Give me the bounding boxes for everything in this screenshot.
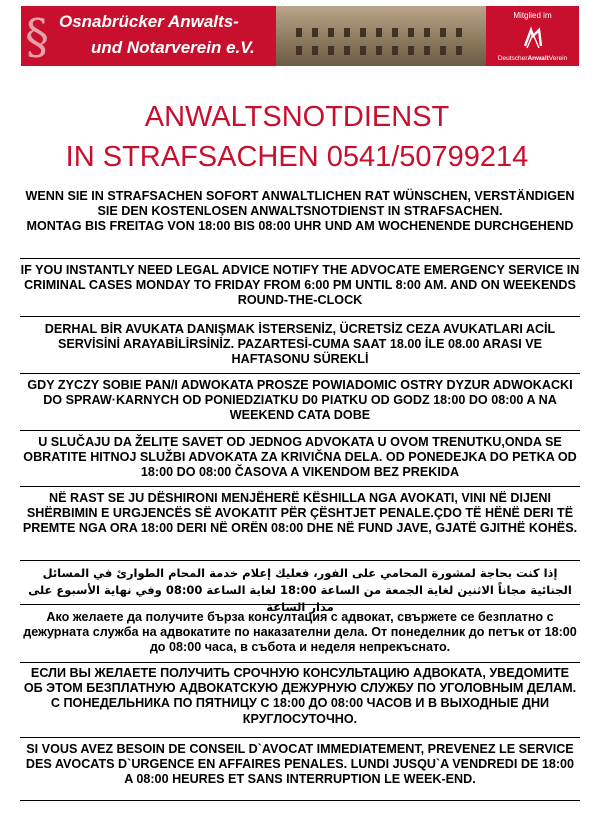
divider	[20, 560, 580, 561]
page-title-line1: ANWALTSNOTDIENST	[144, 101, 450, 133]
notice-sr: U SLUČAJU DA ŽELITE SAVET OD JEDNOG ADVOKATA U OVOM TRENUTKU,ONDA SE OBRATITE HITNOJ SLUŽBI ADVOKATA ZA KRIVIČNA DELA. OD PONEDEJKA DO PETKA OD 18:00 DO 08:00 ČASOVA A VIKENDOM BEZ PREKIDA	[23, 435, 577, 480]
paragraph-logo-icon: §	[25, 9, 49, 65]
notice-de: WENN SIE IN STRAFSACHEN SOFORT ANWALTLICHEN RAT WÜNSCHEN, VERSTÄNDIGEN SIE DEN KOSTENLOSEN ANWALTSNOTDIENST IN STRAFSACHEN. MONTAG BIS FREITAG VON 18:00 BIS 08:00 UHR UND AM WOCHENENDE DURCHGEHEND	[25, 189, 575, 234]
notice-ru: ЕСЛИ ВЫ ЖЕЛАЕТЕ ПОЛУЧИТЬ СРОЧНУЮ КОНСУЛЬТАЦИЮ АДВОКАТА, УВЕДОМИТЕ ОБ ЭТОМ БЕЗПЛАТНУЮ АДВОКАТСКУЮ ДЕЖУРНУЮ СЛУЖБУ ПО УГОЛОВНЫМ ДЕЛАМ. С ПОНЕДЕЛЬНИКА ПО ПЯТНИЦУ С 18:00 ДО 08:00 ЧАСОВ И В ВЫХОДНЫЕ ДНИ КРУГЛОСУТОЧНО.	[23, 666, 577, 726]
org-name-line1: Osnabrücker Anwalts-	[59, 12, 239, 31]
notice-tr: DERHAL BİR AVUKATA DANIŞMAK İSTERSENİZ, ÜCRETSİZ CEZA AVUKATLARI ACİL SERVİSİNİ ARAYABİLİRSİNİZ. PAZARTESİ-CUMA SAAT 18.00 İLE 08.00 ARASI VE HAFTASONU SÜREKLİ	[44, 322, 556, 367]
courthouse-image	[276, 6, 486, 66]
dav-logo-icon	[521, 26, 545, 50]
divider	[20, 258, 580, 259]
divider	[20, 800, 580, 801]
org-name-line2: und Notarverein e.V.	[91, 38, 255, 57]
divider	[20, 662, 580, 663]
divider	[20, 316, 580, 317]
divider	[20, 430, 580, 431]
dav-name: DeutscherAnwaltVerein	[497, 55, 568, 62]
notice-fr: SI VOUS AVEZ BESOIN DE CONSEIL D`AVOCAT IMMEDIATEMENT, PREVENEZ LE SERVICE DES AVOCATS D`URGENCE EN AFFAIRES PENALES. LUNDI JUSQU`A VENDREDI DE 18:00 A 08:00 HEURES ET SANS INTERRUPTION LE WEEK-END.	[25, 742, 575, 787]
header-banner	[21, 6, 579, 66]
member-label: Mitglied im	[513, 11, 552, 20]
notice-en: IF YOU INSTANTLY NEED LEGAL ADVICE NOTIFY THE ADVOCATE EMERGENCY SERVICE IN CRIMINAL CASES MONDAY TO FRIDAY FROM 6:00 PM UNTIL 8:00 AM. AND ON WEEKENDS ROUND-THE-CLOCK	[20, 263, 580, 308]
notice-sq: NË RAST SE JU DËSHIRONI MENJËHERË KËSHILLA NGA AVOKATI, VINI NË DIJENI SHËRBIMIN E URGJENCËS SË AVOKATIT PËR ÇËSHTJET PENALE.ÇDO TË HËNË DERI TË PREMTE NGA ORA 18:00 DERI NË ORËN 08:00 DHE NË FUND JAVE, GJATË GJITHË KOHËS.	[22, 491, 578, 536]
dav-badge	[486, 6, 579, 66]
divider	[20, 604, 580, 605]
divider	[20, 373, 580, 374]
divider	[20, 737, 580, 738]
notice-bg: Ако желаете да получите бърза консултация с адвокат, свържете се безплатно с дежурната служба на адвокатите по наказателни дела. От понеделник до петък от 18:00 до 08:00 часа, в събота и неделя непрекъснато.	[23, 610, 577, 655]
notice-pl: GDY ZYCZY SOBIE PAN/I ADWOKATA PROSZE POWIADOMIC OSTRY DYZUR ADWOKACKI DO SPRAW·KARNYCH OD PONIEDZIATKU D0 PIATKU OD GODZ 18:00 DO 08:00 A NA WEEKEND CATA DOBE	[27, 378, 573, 423]
notice-ar: إذا كنت بحاجة لمشورة المحامي على الفور، فعليك إعلام خدمة المحام الطوارئ في المسائل الجنائية مجاناً الاثنين لغاية الجمعة من الساعة 18:00 لغاية الساعة 08:00 وفي نهاية الأسبوع على مدار الساعة	[28, 566, 572, 614]
page-title-line2: IN STRAFSACHEN 0541/50799214	[65, 141, 529, 173]
divider	[20, 486, 580, 487]
